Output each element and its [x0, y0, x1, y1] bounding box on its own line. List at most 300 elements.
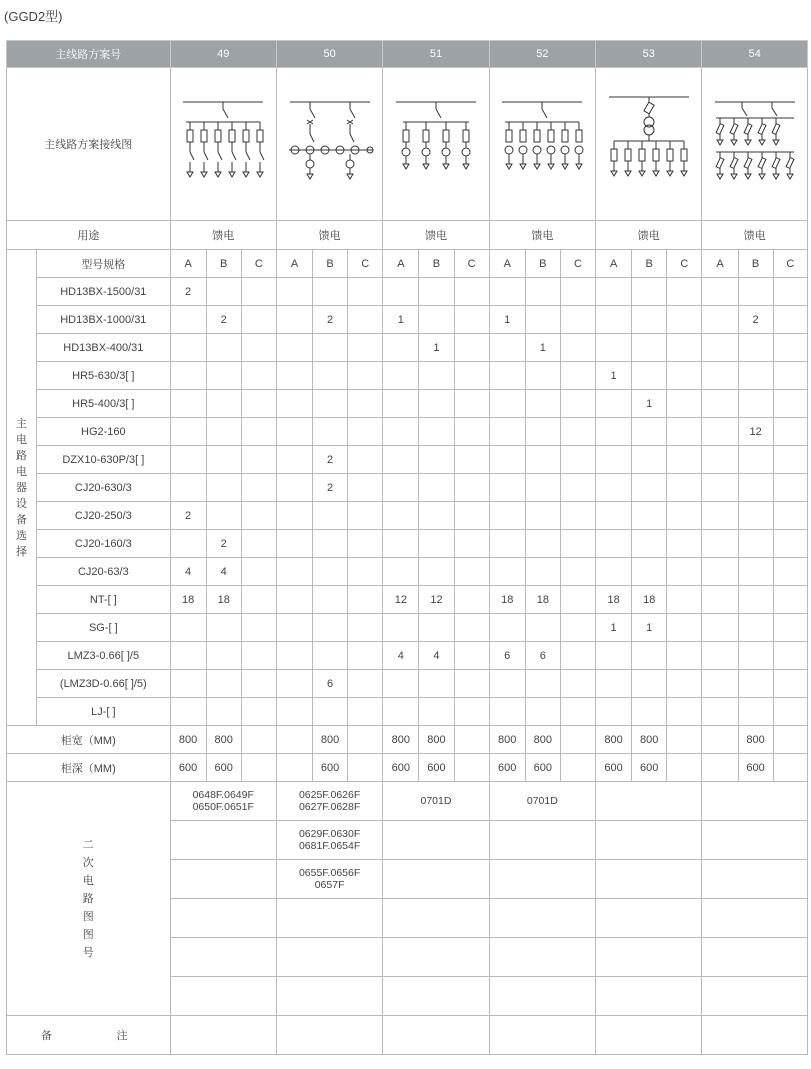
- quantity-cell: [489, 474, 525, 502]
- secondary-label-char: 次: [82, 856, 94, 869]
- quantity-cell: [348, 362, 383, 390]
- model-name: SG-[ ]: [37, 614, 170, 642]
- quantity-cell: 18: [596, 586, 632, 614]
- secondary-code-cell: [702, 977, 808, 1016]
- secondary-code-cell: [276, 938, 382, 977]
- quantity-cell: 2: [206, 530, 241, 558]
- quantity-cell: [525, 446, 560, 474]
- model-name: LMZ3-0.66[ ]/5: [37, 642, 170, 670]
- section-label-char: 路: [16, 449, 28, 462]
- quantity-cell: [383, 334, 419, 362]
- quantity-cell: 18: [525, 586, 560, 614]
- secondary-code-cell: [596, 860, 702, 899]
- quantity-cell: [525, 306, 560, 334]
- quantity-cell: [596, 558, 632, 586]
- quantity-cell: [702, 698, 738, 726]
- quantity-cell: [667, 334, 702, 362]
- dimension-cell: 800: [489, 726, 525, 754]
- dimension-cell: 600: [738, 754, 773, 782]
- dimension-label: 柜宽（MM): [7, 726, 171, 754]
- quantity-cell: [738, 698, 773, 726]
- section-label-char: 电: [16, 433, 28, 446]
- dimension-cell: 800: [206, 726, 241, 754]
- abc-header-cell: C: [348, 250, 383, 278]
- model-name: HD13BX-1500/31: [37, 278, 170, 306]
- diagram-cell: [489, 68, 595, 221]
- quantity-cell: [667, 614, 702, 642]
- usage-row: [7, 221, 808, 250]
- schematic-52-icon: [497, 94, 587, 194]
- dimension-cell: [702, 754, 738, 782]
- remarks-cell: [383, 1016, 489, 1055]
- dimension-cell: 600: [206, 754, 241, 782]
- quantity-cell: [489, 670, 525, 698]
- quantity-cell: 12: [738, 418, 773, 446]
- quantity-cell: [206, 278, 241, 306]
- quantity-cell: [454, 446, 489, 474]
- secondary-code-cell: [170, 821, 276, 860]
- quantity-cell: [738, 614, 773, 642]
- quantity-cell: [773, 698, 807, 726]
- quantity-cell: [667, 586, 702, 614]
- dimension-cell: 600: [383, 754, 419, 782]
- secondary-code-cell: [489, 977, 595, 1016]
- dimension-cell: [348, 754, 383, 782]
- quantity-cell: [383, 558, 419, 586]
- quantity-cell: [170, 614, 206, 642]
- quantity-cell: [560, 642, 595, 670]
- quantity-cell: [419, 502, 454, 530]
- dimension-cell: 600: [419, 754, 454, 782]
- quantity-cell: [454, 642, 489, 670]
- quantity-cell: [348, 698, 383, 726]
- scheme-number: 53: [596, 41, 702, 68]
- quantity-cell: [206, 390, 241, 418]
- quantity-cell: [632, 334, 667, 362]
- quantity-cell: [596, 306, 632, 334]
- abc-header-cell: A: [489, 250, 525, 278]
- quantity-cell: [206, 362, 241, 390]
- secondary-code-cell: [489, 938, 595, 977]
- page-title: (GGD2型): [4, 9, 63, 24]
- quantity-cell: [702, 614, 738, 642]
- quantity-cell: [773, 390, 807, 418]
- model-name: HD13BX-1000/31: [37, 306, 170, 334]
- quantity-cell: 18: [206, 586, 241, 614]
- quantity-cell: [738, 530, 773, 558]
- quantity-cell: 6: [525, 642, 560, 670]
- quantity-cell: [383, 418, 419, 446]
- quantity-cell: [632, 418, 667, 446]
- quantity-cell: [313, 558, 348, 586]
- secondary-code-cell: [489, 860, 595, 899]
- secondary-label-char: 号: [82, 946, 94, 959]
- quantity-cell: [560, 530, 595, 558]
- quantity-cell: [383, 614, 419, 642]
- quantity-cell: [206, 698, 241, 726]
- quantity-cell: [632, 446, 667, 474]
- schematic-50-icon: [285, 94, 375, 194]
- remarks-cell: [702, 1016, 808, 1055]
- quantity-cell: [454, 558, 489, 586]
- usage-label: 用途: [7, 221, 171, 250]
- quantity-cell: [454, 362, 489, 390]
- quantity-cell: [667, 558, 702, 586]
- dimension-cell: 800: [596, 726, 632, 754]
- quantity-cell: [596, 446, 632, 474]
- dimension-cell: 800: [632, 726, 667, 754]
- equipment-row: [7, 474, 808, 502]
- quantity-cell: [241, 418, 276, 446]
- quantity-cell: [170, 670, 206, 698]
- secondary-code-cell: [489, 899, 595, 938]
- quantity-cell: [383, 530, 419, 558]
- usage-value: 馈电: [489, 221, 595, 250]
- quantity-cell: 2: [206, 306, 241, 334]
- quantity-cell: [596, 670, 632, 698]
- quantity-cell: [596, 502, 632, 530]
- quantity-cell: [702, 558, 738, 586]
- quantity-cell: [313, 642, 348, 670]
- quantity-cell: [454, 474, 489, 502]
- secondary-code-cell: 0629F.0630F 0681F.0654F: [276, 821, 382, 860]
- quantity-cell: [596, 530, 632, 558]
- quantity-cell: [348, 670, 383, 698]
- scheme-label: 主线路方案号: [7, 41, 171, 68]
- quantity-cell: [348, 558, 383, 586]
- quantity-cell: [738, 558, 773, 586]
- quantity-cell: [489, 698, 525, 726]
- quantity-cell: [525, 474, 560, 502]
- dimension-cell: 800: [313, 726, 348, 754]
- secondary-code-cell: [702, 782, 808, 821]
- quantity-cell: [632, 362, 667, 390]
- quantity-cell: [454, 334, 489, 362]
- quantity-cell: [667, 474, 702, 502]
- quantity-cell: [560, 698, 595, 726]
- quantity-cell: [702, 334, 738, 362]
- quantity-cell: [596, 278, 632, 306]
- model-name: HG2-160: [37, 418, 170, 446]
- quantity-cell: [383, 670, 419, 698]
- quantity-cell: [454, 586, 489, 614]
- quantity-cell: [667, 362, 702, 390]
- quantity-cell: [702, 670, 738, 698]
- dimension-cell: 600: [632, 754, 667, 782]
- abc-header-cell: A: [276, 250, 312, 278]
- quantity-cell: [206, 418, 241, 446]
- quantity-cell: [667, 642, 702, 670]
- quantity-cell: [419, 362, 454, 390]
- quantity-cell: [383, 390, 419, 418]
- quantity-cell: [773, 362, 807, 390]
- quantity-cell: [525, 614, 560, 642]
- quantity-cell: [313, 586, 348, 614]
- quantity-cell: [170, 334, 206, 362]
- quantity-cell: 1: [525, 334, 560, 362]
- quantity-cell: [348, 642, 383, 670]
- quantity-cell: [170, 642, 206, 670]
- diagram-cell: [596, 68, 702, 221]
- quantity-cell: [773, 334, 807, 362]
- quantity-cell: 2: [313, 474, 348, 502]
- quantity-cell: 4: [419, 642, 454, 670]
- secondary-code-cell: [383, 860, 489, 899]
- quantity-cell: [738, 362, 773, 390]
- quantity-cell: 2: [738, 306, 773, 334]
- width-row: [7, 726, 808, 754]
- quantity-cell: [419, 418, 454, 446]
- quantity-cell: [702, 278, 738, 306]
- secondary-code-cell: [276, 899, 382, 938]
- dimension-cell: [773, 726, 807, 754]
- equipment-row: [7, 698, 808, 726]
- model-name: CJ20-63/3: [37, 558, 170, 586]
- quantity-cell: [276, 698, 312, 726]
- quantity-cell: [702, 306, 738, 334]
- quantity-cell: [560, 502, 595, 530]
- quantity-cell: [632, 558, 667, 586]
- model-name: CJ20-630/3: [37, 474, 170, 502]
- quantity-cell: [276, 446, 312, 474]
- quantity-cell: [596, 418, 632, 446]
- quantity-cell: [773, 306, 807, 334]
- dimension-cell: [348, 726, 383, 754]
- remarks-cell: [276, 1016, 382, 1055]
- quantity-cell: [702, 530, 738, 558]
- quantity-cell: [454, 670, 489, 698]
- quantity-cell: [525, 530, 560, 558]
- quantity-cell: [560, 474, 595, 502]
- quantity-cell: [489, 530, 525, 558]
- quantity-cell: [738, 334, 773, 362]
- quantity-cell: [348, 474, 383, 502]
- quantity-cell: [241, 306, 276, 334]
- secondary-code-cell: [170, 938, 276, 977]
- quantity-cell: [419, 614, 454, 642]
- quantity-cell: [454, 614, 489, 642]
- secondary-code-cell: [170, 899, 276, 938]
- equipment-row: [7, 614, 808, 642]
- schematic-49-icon: [178, 94, 268, 194]
- quantity-cell: [419, 698, 454, 726]
- quantity-cell: [348, 530, 383, 558]
- quantity-cell: [667, 418, 702, 446]
- quantity-cell: [241, 558, 276, 586]
- scheme-number: 51: [383, 41, 489, 68]
- quantity-cell: [489, 278, 525, 306]
- quantity-cell: [596, 474, 632, 502]
- section-label-char: 备: [16, 513, 28, 526]
- quantity-cell: [738, 446, 773, 474]
- quantity-cell: 2: [170, 502, 206, 530]
- section-label-char: 选: [16, 529, 28, 542]
- equipment-row: [7, 334, 808, 362]
- quantity-cell: [667, 278, 702, 306]
- dimension-cell: [773, 754, 807, 782]
- quantity-cell: [667, 446, 702, 474]
- dimension-cell: 600: [596, 754, 632, 782]
- remarks-cell: [489, 1016, 595, 1055]
- quantity-cell: [206, 614, 241, 642]
- equipment-row: [7, 558, 808, 586]
- abc-header-cell: C: [241, 250, 276, 278]
- quantity-cell: [560, 558, 595, 586]
- equipment-row: [7, 278, 808, 306]
- scheme-number: 49: [170, 41, 276, 68]
- quantity-cell: [383, 698, 419, 726]
- quantity-cell: [348, 390, 383, 418]
- quantity-cell: [489, 390, 525, 418]
- quantity-cell: [525, 278, 560, 306]
- model-name: DZX10-630P/3[ ]: [37, 446, 170, 474]
- quantity-cell: [632, 642, 667, 670]
- quantity-cell: [525, 698, 560, 726]
- quantity-cell: [702, 418, 738, 446]
- remarks-label: [7, 1016, 171, 1055]
- secondary-code-cell: [702, 860, 808, 899]
- quantity-cell: [738, 502, 773, 530]
- quantity-cell: [419, 306, 454, 334]
- quantity-cell: [170, 390, 206, 418]
- equipment-row: [7, 306, 808, 334]
- quantity-cell: [738, 670, 773, 698]
- quantity-cell: [525, 558, 560, 586]
- quantity-cell: [241, 698, 276, 726]
- secondary-code-cell: [383, 899, 489, 938]
- secondary-code-cell: [489, 821, 595, 860]
- quantity-cell: [276, 362, 312, 390]
- dimension-cell: [667, 754, 702, 782]
- quantity-cell: [525, 502, 560, 530]
- abc-header-cell: A: [702, 250, 738, 278]
- section-label-char: 设: [16, 497, 28, 510]
- quantity-cell: [667, 390, 702, 418]
- quantity-cell: 1: [489, 306, 525, 334]
- abc-header-cell: C: [560, 250, 595, 278]
- equipment-row: [7, 446, 808, 474]
- quantity-cell: [276, 614, 312, 642]
- quantity-cell: [632, 474, 667, 502]
- quantity-cell: [419, 670, 454, 698]
- section-label-char: 器: [16, 481, 28, 494]
- dimension-cell: 800: [738, 726, 773, 754]
- quantity-cell: [738, 474, 773, 502]
- quantity-cell: [419, 558, 454, 586]
- quantity-cell: [489, 446, 525, 474]
- schematic-53-icon: [604, 89, 694, 199]
- quantity-cell: [313, 278, 348, 306]
- quantity-cell: 1: [596, 614, 632, 642]
- equipment-row: [7, 670, 808, 698]
- abc-header-cell: B: [313, 250, 348, 278]
- section-label-char: 择: [16, 545, 28, 558]
- depth-row: [7, 754, 808, 782]
- secondary-code-cell: [170, 977, 276, 1016]
- model-name: HR5-630/3[ ]: [37, 362, 170, 390]
- quantity-cell: [276, 586, 312, 614]
- quantity-cell: [560, 586, 595, 614]
- quantity-cell: [489, 502, 525, 530]
- quantity-cell: [596, 334, 632, 362]
- quantity-cell: [596, 642, 632, 670]
- quantity-cell: [667, 306, 702, 334]
- diagram-cell: [276, 68, 382, 221]
- quantity-cell: [560, 390, 595, 418]
- quantity-cell: [348, 278, 383, 306]
- dimension-cell: 800: [419, 726, 454, 754]
- quantity-cell: [348, 446, 383, 474]
- secondary-code-cell: [276, 977, 382, 1016]
- quantity-cell: [773, 446, 807, 474]
- quantity-cell: [276, 306, 312, 334]
- schematic-54-icon: [710, 94, 800, 194]
- abc-header-cell: B: [419, 250, 454, 278]
- quantity-cell: [276, 530, 312, 558]
- dimension-cell: [241, 726, 276, 754]
- quantity-cell: 6: [489, 642, 525, 670]
- quantity-cell: [241, 362, 276, 390]
- quantity-cell: [489, 614, 525, 642]
- dimension-cell: 600: [489, 754, 525, 782]
- abc-header-cell: B: [632, 250, 667, 278]
- diagram-row: [7, 68, 808, 221]
- quantity-cell: 12: [419, 586, 454, 614]
- equipment-row: [7, 418, 808, 446]
- quantity-cell: [419, 278, 454, 306]
- quantity-cell: [276, 502, 312, 530]
- quantity-cell: [419, 446, 454, 474]
- diagram-cell: [383, 68, 489, 221]
- secondary-code-cell: [702, 899, 808, 938]
- quantity-cell: [525, 418, 560, 446]
- quantity-cell: 1: [632, 614, 667, 642]
- quantity-cell: 1: [596, 362, 632, 390]
- quantity-cell: [313, 334, 348, 362]
- model-header: 型号规格: [37, 250, 170, 278]
- usage-value: 馈电: [702, 221, 808, 250]
- abc-header-cell: C: [773, 250, 807, 278]
- model-name: (LMZ3D-0.66[ ]/5): [37, 670, 170, 698]
- quantity-cell: [702, 362, 738, 390]
- usage-value: 馈电: [276, 221, 382, 250]
- quantity-cell: [348, 334, 383, 362]
- quantity-cell: [525, 670, 560, 698]
- quantity-cell: [667, 530, 702, 558]
- dimension-cell: [454, 754, 489, 782]
- quantity-cell: [383, 502, 419, 530]
- model-name: CJ20-160/3: [37, 530, 170, 558]
- quantity-cell: [276, 558, 312, 586]
- quantity-cell: 18: [170, 586, 206, 614]
- secondary-code-cell: [596, 899, 702, 938]
- quantity-cell: [560, 362, 595, 390]
- quantity-cell: [702, 474, 738, 502]
- quantity-cell: [241, 502, 276, 530]
- usage-value: 馈电: [596, 221, 702, 250]
- dimension-cell: [560, 754, 595, 782]
- dimension-cell: [276, 726, 312, 754]
- dimension-cell: 600: [313, 754, 348, 782]
- dimension-cell: 600: [170, 754, 206, 782]
- secondary-code-cell: 0701D: [489, 782, 595, 821]
- quantity-cell: 4: [206, 558, 241, 586]
- quantity-cell: [489, 418, 525, 446]
- dimension-cell: [702, 726, 738, 754]
- scheme-number: 52: [489, 41, 595, 68]
- quantity-cell: [632, 278, 667, 306]
- quantity-cell: [170, 362, 206, 390]
